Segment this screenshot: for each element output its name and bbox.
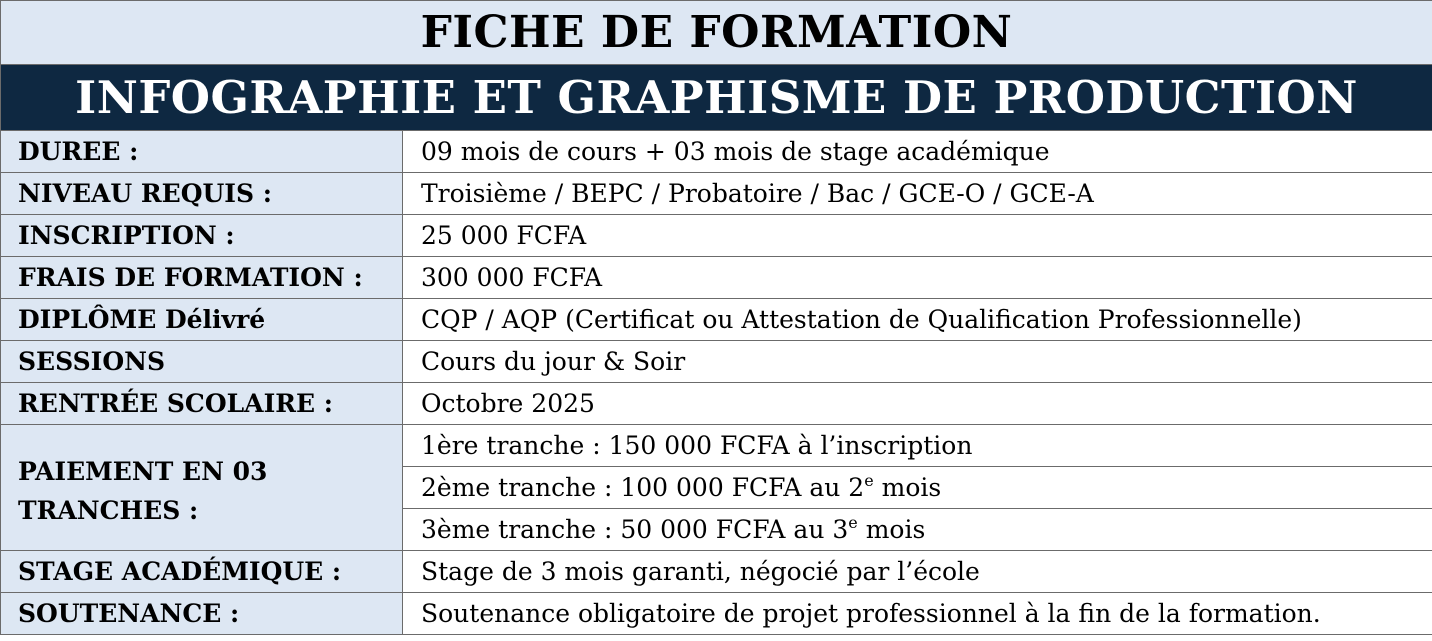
tranche-2-after: mois bbox=[873, 473, 942, 502]
row-value-sessions: Cours du jour & Soir bbox=[403, 341, 1432, 383]
row-label-duree: DUREE : bbox=[1, 131, 403, 173]
row-label-paiement bbox=[1, 425, 403, 551]
row-label-sessions: SESSIONS bbox=[1, 341, 403, 383]
table-row bbox=[1, 383, 1432, 425]
row-label-frais: FRAIS DE FORMATION : bbox=[1, 257, 403, 299]
tranche-3-sup: e bbox=[848, 513, 858, 532]
row-value-inscription: 25 000 FCFA bbox=[403, 215, 1432, 257]
row-value-frais: 300 000 FCFA bbox=[403, 257, 1432, 299]
row-value-soutenance: Soutenance obligatoire de projet professionnel à la fin de la formation. bbox=[403, 593, 1432, 635]
row-label-rentree: RENTRÉE SCOLAIRE : bbox=[1, 383, 403, 425]
tranche-3-text: 3ème tranche : 50 000 FCFA au 3 bbox=[421, 515, 849, 544]
row-label-inscription: INSCRIPTION : bbox=[1, 215, 403, 257]
row-label-diplome: DIPLÔME Délivré bbox=[1, 299, 403, 341]
row-value-rentree: Octobre 2025 bbox=[403, 383, 1432, 425]
table-row bbox=[1, 173, 1432, 215]
payment-label-line1: PAIEMENT EN 03 bbox=[18, 456, 268, 486]
table-row bbox=[1, 257, 1432, 299]
row-value-duree: 09 mois de cours + 03 mois de stage académique bbox=[403, 131, 1432, 173]
table-row bbox=[1, 425, 1432, 467]
table-row bbox=[1, 341, 1432, 383]
row-label-stage: STAGE ACADÉMIQUE : bbox=[1, 551, 403, 593]
table-row bbox=[1, 551, 1432, 593]
table-row bbox=[1, 131, 1432, 173]
row-value-niveau: Troisième / BEPC / Probatoire / Bac / GCE-O / GCE-A bbox=[403, 173, 1432, 215]
tranche-2-text: 2ème tranche : 100 000 FCFA au 2 bbox=[421, 473, 865, 502]
sheet-title: FICHE DE FORMATION bbox=[1, 1, 1432, 65]
payment-label-line2: TRANCHES : bbox=[18, 495, 199, 525]
tranche-1-text: 1ère tranche : 150 000 FCFA à l’inscription bbox=[421, 431, 973, 460]
tranche-2 bbox=[403, 467, 1432, 509]
tranche-1 bbox=[403, 425, 1432, 467]
tranche-3 bbox=[403, 509, 1432, 551]
tranche-3-after: mois bbox=[857, 515, 926, 544]
table-row bbox=[1, 299, 1432, 341]
row-value-stage: Stage de 3 mois garanti, négocié par l’école bbox=[403, 551, 1432, 593]
row-label-soutenance: SOUTENANCE : bbox=[1, 593, 403, 635]
tranche-2-sup: e bbox=[864, 471, 874, 490]
table-row bbox=[1, 215, 1432, 257]
course-title: INFOGRAPHIE ET GRAPHISME DE PRODUCTION bbox=[1, 65, 1432, 131]
row-label-niveau: NIVEAU REQUIS : bbox=[1, 173, 403, 215]
row-value-diplome: CQP / AQP (Certificat ou Attestation de Qualification Professionnelle) bbox=[403, 299, 1432, 341]
table-row bbox=[1, 593, 1432, 635]
